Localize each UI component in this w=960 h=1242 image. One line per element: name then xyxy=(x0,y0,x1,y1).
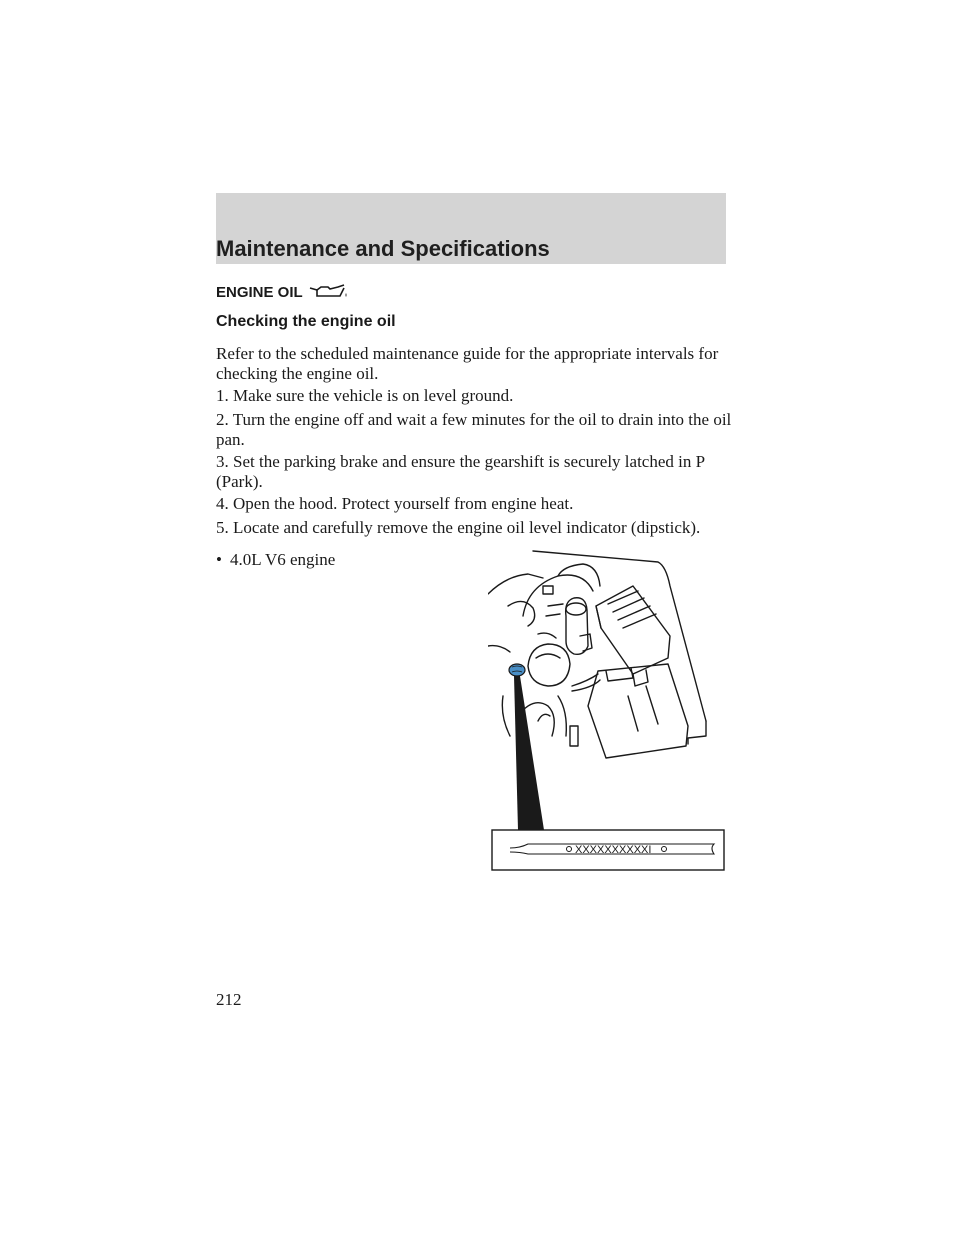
step-2: 2. Turn the engine off and wait a few minutes for the oil to drain into the oil pan. xyxy=(216,410,732,449)
step-4: 4. Open the hood. Protect yourself from engine heat. xyxy=(216,494,574,513)
section-heading-text: ENGINE OIL xyxy=(216,284,303,301)
bullet-dot: • xyxy=(216,550,222,569)
page-number: 212 xyxy=(216,990,242,1009)
step-1: 1. Make sure the vehicle is on level ground. xyxy=(216,386,514,405)
engine-dipstick-illustration xyxy=(488,546,728,876)
step-3: 3. Set the parking brake and ensure the gearshift is securely latched in P (Park). xyxy=(216,452,705,491)
dipstick-marking: XXXXXXXXXXI xyxy=(575,844,652,856)
bullet-text: 4.0L V6 engine xyxy=(230,550,336,569)
step-5: 5. Locate and carefully remove the engine oil level indicator (dipstick). xyxy=(216,518,701,537)
oil-can-icon xyxy=(308,284,350,300)
paragraph-intro: Refer to the scheduled maintenance guide for the appropriate intervals for checking the engine oil. xyxy=(216,344,719,383)
section-heading xyxy=(216,284,350,301)
subheading-checking-engine-oil: Checking the engine oil xyxy=(216,313,396,330)
bullet-engine-type xyxy=(216,550,335,570)
page-section-title: Maintenance and Specifications xyxy=(216,236,550,261)
